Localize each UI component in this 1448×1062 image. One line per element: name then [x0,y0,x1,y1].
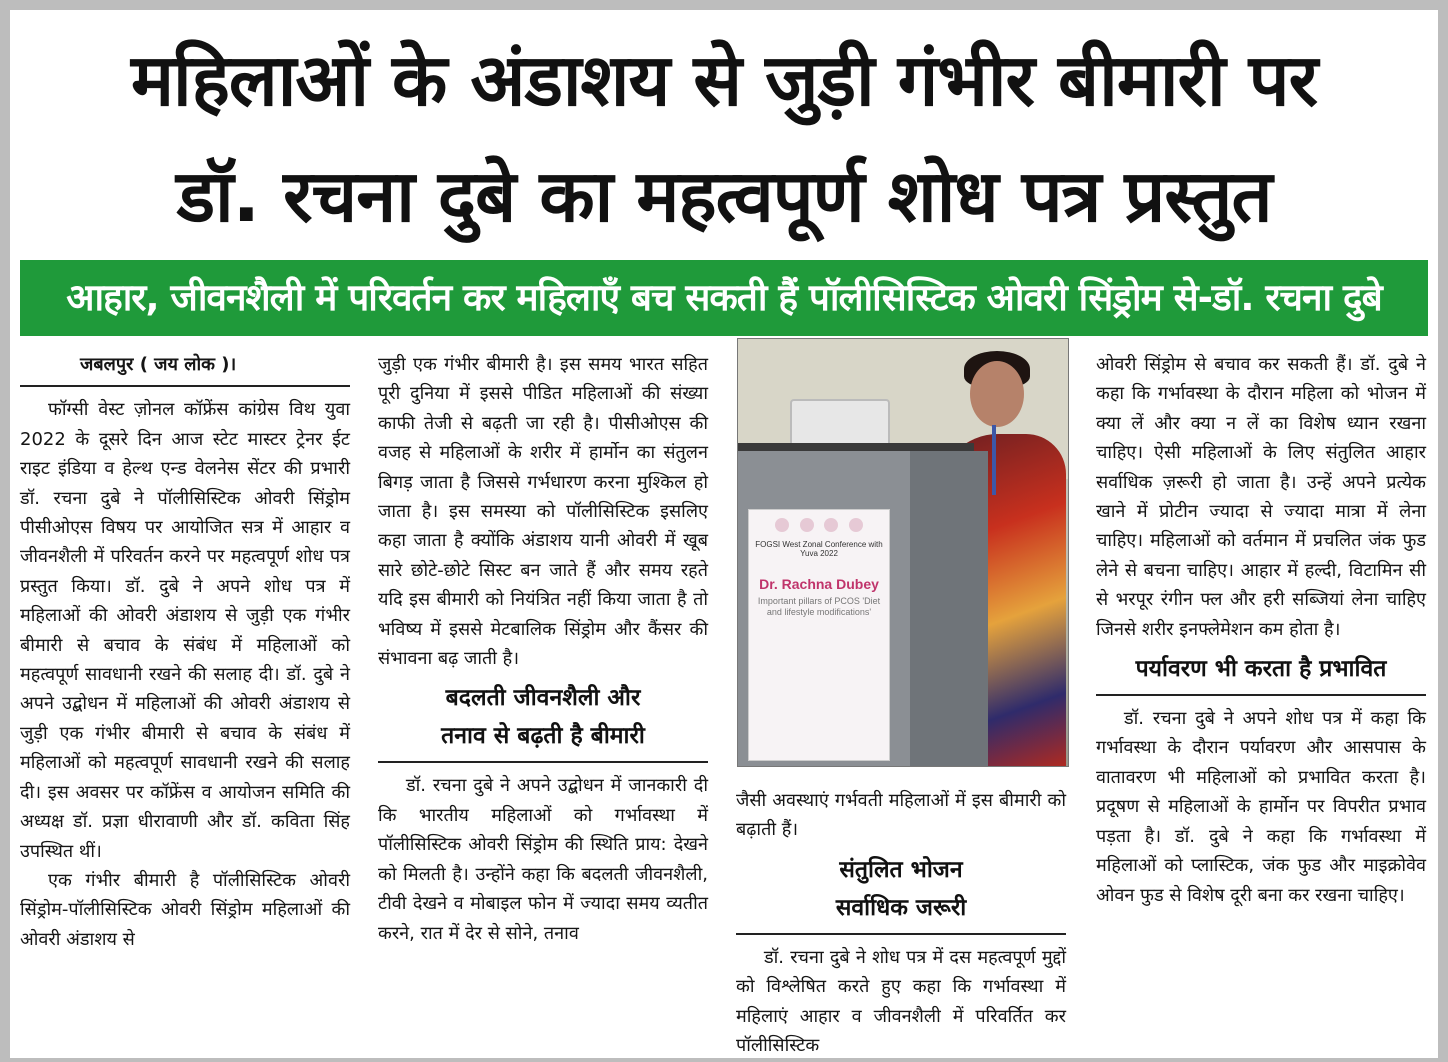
poster-topic: Important pillars of PCOS 'Diet and lifestyle modifications' [757,596,881,617]
column-4-subheading-rule [1096,694,1426,696]
column-4 [1096,350,1426,910]
poster-logos [759,518,879,536]
speaker-face [970,361,1024,427]
column-3-subheading-rule [736,933,1066,935]
column-2-subheading-line-2: तनाव से बढ़ती है बीमारी [441,723,645,750]
column-2-paragraph-2: डॉ. रचना दुबे ने अपने उद्बोधन में जानकारी दी कि भारतीय महिलाओं को गर्भावस्था में पॉलीसिस्टिक ओवरी सिंड्रोम की स्थिति प्राय: देखने को मिलती है। उन्होंने कहा कि बदलती जीवनशैली, टीवी देखने व मोबाइल फोन में ज्यादा समय व्यतीत करने, रात में देर से सोने, तनाव [378,775,708,944]
speaker-photo [737,338,1069,767]
dateline: जबलपुर ( जय लोक )। [80,354,237,375]
column-3-paragraph-1: जैसी अवस्थाएं गर्भवती महिलाओं में इस बीमारी को बढ़ाती हैं। [736,790,1066,841]
column-3-subheading-line-1: संतुलित भोजन [839,856,963,883]
poster-speaker-name: Dr. Rachna Dubey [759,576,879,592]
dateline-rule [20,385,350,387]
column-2-subheading [378,679,708,755]
column-3-subheading-line-2: सर्वाधिक जरूरी [835,894,967,921]
column-4-paragraph-2: डॉ. रचना दुबे ने अपने शोध पत्र में कहा कि गर्भावस्था के दौरान पर्यावरण और आसपास के वातावरण भी महिलाओं को प्रभावित करता है। प्रदूषण से महिलाओं के हार्मोन पर विपरीत प्रभाव पड़ता है। डॉ. दुबे ने कहा कि गर्भावस्था में महिलाओं को प्लास्टिक, जंक फुड और माइक्रोवेव ओवन फुड से विशेष दूरी बना कर रखना चाहिए। [1096,708,1426,906]
column-3-subheading [736,851,1066,927]
column-1-paragraph-1: फॉग्सी वेस्ट ज़ोनल कॉफ्रेंस कांग्रेस विथ युवा 2022 के दूसरे दिन आज स्टेट मास्टर ट्रेनर ईट राइट इंडिया व हेल्थ एन्ड वेलनेस सेंटर की प्रभारी डॉ. रचना दुबे ने पॉलीसिस्टिक ओवरी सिंड्रोम पीसीओएस विषय पर आयोजित सत्र में आहार व जीवनशैली में परिवर्तन करने पर महत्वपूर्ण शोध पत्र प्रस्तुत किया। डॉ. दुबे ने अपने शोध पत्र में महिलाओं की ओवरी अंडाशय से जुड़ी एक गंभीर बीमारी से बचाव के संबंध में महिलाओं को महत्वपूर्ण सावधानी रखने की सलाह दी। डॉ. दुबे ने अपने उद्बोधन में महिलाओं की ओवरी अंडाशय से जुड़ी एक गंभीर बीमारी से बचाव के संबंध में महिलाओं को महत्वपूर्ण सावधानी रखने की सलाह दी। इस अवसर पर कॉफ्रेंस व आयोजन समिति की अध्यक्ष डॉ. प्रज्ञा धीरावाणी और डॉ. कविता सिंह उपस्थित थीं। [20,399,350,862]
newspaper-clipping [10,10,1438,1058]
column-2-paragraph-1: जुड़ी एक गंभीर बीमारी है। इस समय भारत सहित पूरी दुनिया में इससे पीडित महिलाओं की संख्या काफी तेजी से बढ़ती जा रही है। पीसीओएस की वजह से महिलाओं के शरीर में हार्मोन का संतुलन बिगड़ जाता है जिससे गर्भधारण करना मुश्किल हो जाता है। इस समस्या को पॉलीसिस्टिक इसलिए कहा जाता है क्योंकि अंडाशय यानी ओवरी में खूब सारे छोटे-छोटे सिस्ट बन जाते हैं और समय रहते यदि इस बीमारी को नियंत्रित नहीं किया जाता है तो भविष्य में इससे मेटबालिक सिंड्रोम और कैंसर की संभावना बढ़ जाती है। [378,354,708,670]
poster-logo-icon [849,518,863,532]
column-4-paragraph-1: ओवरी सिंड्रोम से बचाव कर सकती हैं। डॉ. दुबे ने कहा कि गर्भावस्था के दौरान महिला को भोजन में क्या लें और क्या न लें का विशेष ध्यान रखना चाहिए। ऐसी महिलाओं के लिए संतुलित आहार सर्वाधिक ज़रूरी हो जाता है। उन्हें अपने प्रत्येक खाने में प्रोटीन ज्यादा से ज्यादा मात्रा में लेना चाहिए। महिलाओं को वर्तमान में प्रचलित जंक फुड लेने से बचना चाहिए। आहार में हल्दी, विटामिन सी से भरपूर रंगीन फ्ल और हरी सब्जियां लेना चाहिए जिनसे शरीर इनफ्लेमेशन कम होता है। [1096,354,1426,640]
column-1-paragraph-2: एक गंभीर बीमारी है पॉलीसिस्टिक ओवरी सिंड्रोम-पॉलीसिस्टिक ओवरी सिंड्रोम महिलाओं की ओवरी अंडाशय से [20,869,350,950]
column-2-subheading-rule [378,761,708,763]
poster-event-name: FOGSI West Zonal Conference with Yuva 2022 [755,540,883,558]
column-3 [736,786,1066,1058]
column-4-subheading: पर्यावरण भी करता है प्रभावित [1135,656,1387,683]
poster-logo-icon [824,518,838,532]
podium-side [910,451,988,767]
headline-line-1: महिलाओं के अंडाशय से जुड़ी गंभीर बीमारी पर [130,38,1318,122]
poster-logo-icon [800,518,814,532]
column-3-paragraph-2: डॉ. रचना दुबे ने शोध पत्र में दस महत्वपूर्ण मुद्दों को विश्लेषित करते हुए कहा कि गर्भावस्था में महिलाएं आहार व जीवनशैली में परिवर्तित कर पॉलीसिस्टिक [736,946,1066,1057]
column-2 [378,350,708,948]
speaker-lanyard [992,425,996,495]
podium-poster [748,509,890,761]
headline-line-2: डॉ. रचना दुबे का महत्वपूर्ण शोध पत्र प्रस्तुत [176,154,1272,238]
column-2-subheading-line-1: बदलती जीवनशैली और [445,685,641,712]
poster-logo-icon [775,518,789,532]
column-1 [20,350,350,954]
subheadline-banner: आहार, जीवनशैली में परिवर्तन कर महिलाएँ बच सकती हैं पॉलीसिस्टिक ओवरी सिंड्रोम से-डॉ. रचना दुबे [20,260,1428,336]
